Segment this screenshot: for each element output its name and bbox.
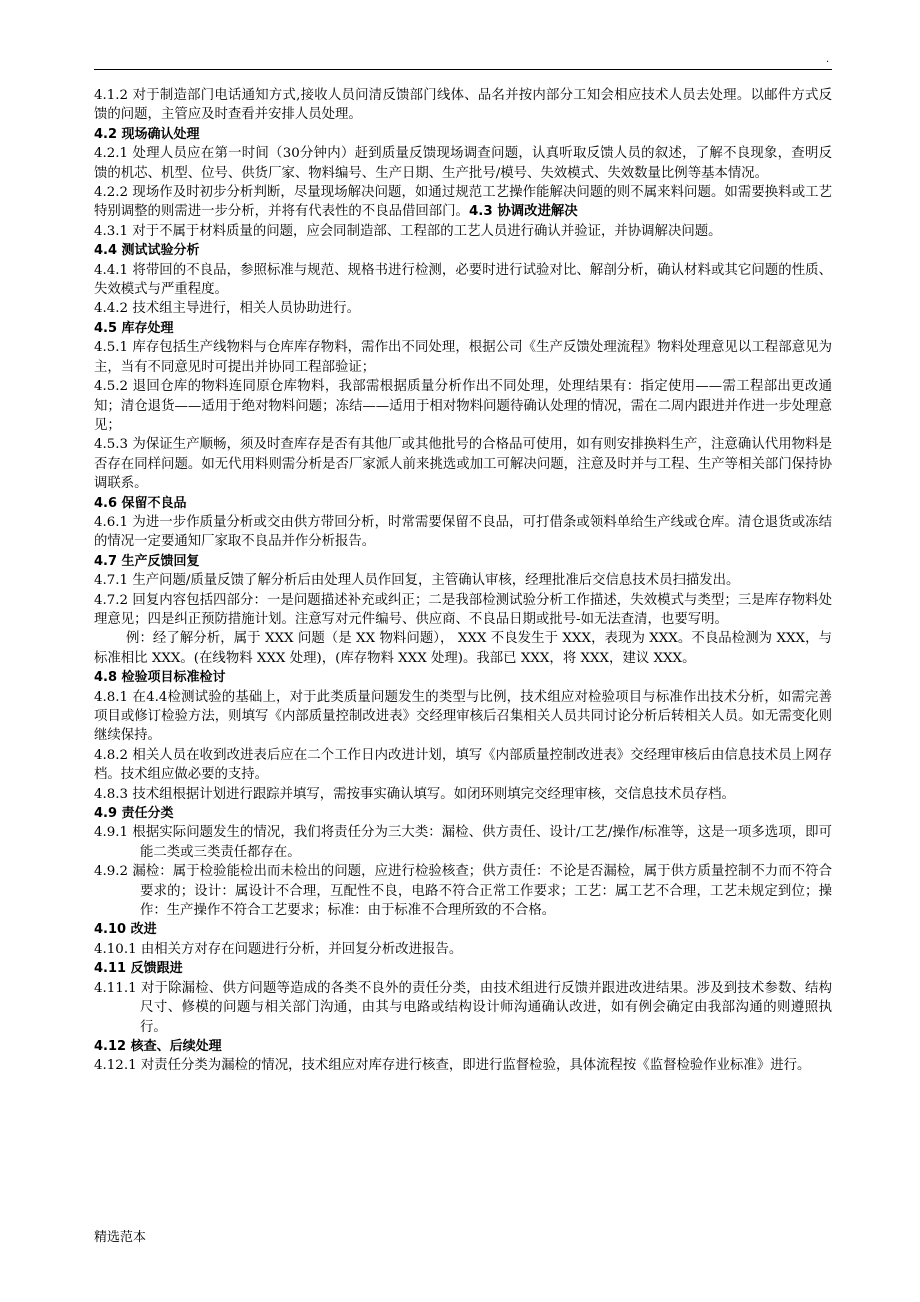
section-heading (94, 319, 832, 338)
paragraph-text: 4.6.1 为进一步作质量分析或交由供方带回分析，时常需要保留不良品，可打借条或领料单给生产线或仓库。清仓退货或冻结的情况一定要通知厂家取不良品并作分析报告。 (94, 514, 832, 550)
paragraph-text: 4.4.1 将带回的不良品，参照标准与规范、规格书进行检测，必要时进行试验对比、解剖分析，确认材料或其它问题的性质、失效模式与严重程度。 (94, 262, 832, 298)
section-heading (94, 920, 832, 939)
document-body (94, 86, 832, 1076)
paragraph-text: 4.10 改进 (94, 922, 157, 938)
paragraph (94, 299, 832, 318)
paragraph-text: 4.3.1 对于不属于材料质量的问题，应会同制造部、工程部的工艺人员进行确认并验证，并协调解决问题。 (94, 223, 722, 239)
section-heading (94, 959, 832, 978)
paragraph (94, 785, 832, 804)
paragraph-text: 例：经了解分析，属于 XXX 问题（是 XX 物料问题）， XXX 不良发生于 XXX，表现为 XXX。不良品检测为 XXX，与标准相比 XXX。(在线物料 XXX 处理)，(库存物料 XXX 处理)。我部已 XXX，将 XXX，建议 XXX。 (94, 631, 832, 666)
section-heading (94, 125, 832, 144)
paragraph (94, 222, 832, 241)
paragraph (94, 261, 832, 300)
header-rule (94, 69, 832, 70)
paragraph (94, 435, 832, 493)
paragraph-text: 4.6 保留不良品 (94, 495, 187, 511)
paragraph (94, 513, 832, 552)
header-mark: . (826, 54, 830, 65)
example-paragraph (94, 629, 832, 668)
paragraph-text: 4.9 责任分类 (94, 806, 174, 822)
section-heading (94, 241, 832, 260)
paragraph (94, 823, 832, 862)
paragraph-text: 4.4 测试试验分析 (94, 243, 200, 259)
paragraph (94, 338, 832, 377)
section-heading-inline: 4.3 协调改进解决 (468, 204, 578, 220)
paragraph-text: 4.8 检验项目标准检讨 (94, 670, 226, 686)
paragraph-text: 4.1.2 对于制造部门电话通知方式,接收人员问清反馈部门线体、品名并按内部分工知会相应技术人员去处理。以邮件方式反馈的问题，主管应及时查看并安排人员处理。 (94, 88, 832, 123)
paragraph (94, 183, 832, 222)
paragraph-text: 4.2 现场确认处理 (94, 126, 200, 142)
paragraph-text: 4.7.1 生产问题/质量反馈了解分析后由处理人员作回复，主管确认审核，经理批准后交信息技术员扫描发出。 (94, 573, 740, 589)
paragraph-text: 4.11 反馈跟进 (94, 961, 183, 977)
paragraph-text: 4.8.2 相关人员在收到改进表后应在二个工作日内改进计划，填写《内部质量控制改进表》交经理审核后由信息技术员上网存档。技术组应做必要的支持。 (94, 747, 832, 783)
section-heading (94, 494, 832, 513)
paragraph (94, 979, 832, 1037)
paragraph-text: 4.4.2 技术组主导进行，相关人员协助进行。 (94, 301, 360, 317)
paragraph-text: 4.12 核查、后续处理 (94, 1038, 222, 1054)
paragraph-text: 4.5 库存处理 (94, 320, 174, 336)
paragraph (94, 862, 832, 920)
paragraph (94, 144, 832, 183)
paragraph-text: 4.12.1 对责任分类为漏检的情况，技术组应对库存进行核查，即进行监督检验，具体流程按《监督检验作业标准》进行。 (94, 1058, 811, 1074)
paragraph (94, 940, 832, 959)
paragraph-text: 4.11.1 对于除漏检、供方问题等造成的各类不良外的责任分类，由技术组进行反馈并跟进改进结果。涉及到技术参数、结构尺寸、修模的问题与相关部门沟通，由其与电路或结构设计师沟通确认改进，如有例会确定由我部沟通的则遵照执行。 (94, 980, 832, 1035)
paragraph (94, 86, 832, 125)
paragraph-text: 4.2.1 处理人员应在第一时间（30分钟内）赶到质量反馈现场调查问题，认真听取反馈人员的叙述，了解不良现象，查明反馈的机芯、机型、位号、供货厂家、物料编号、生产日期、生产批号/模号、失效模式、失效数量比例等基本情况。 (94, 146, 832, 181)
paragraph-text: 4.10.1 由相关方对存在问题进行分析，并回复分析改进报告。 (94, 941, 463, 957)
paragraph (94, 377, 832, 435)
section-heading (94, 1037, 832, 1056)
section-heading (94, 552, 832, 571)
paragraph-text: 4.9.1 根据实际问题发生的情况，我们将责任分为三大类：漏检、供方责任、设计/工艺/操作/标准等，这是一项多选项，即可能二类或三类责任都存在。 (94, 825, 832, 860)
paragraph-text: 4.7.2 回复内容包括四部分：一是问题描述补充或纠正；二是我部检测试验分析工作描述，失效模式与类型；三是库存物料处理意见；四是纠正预防措施计划。注意写对元件编号、供应商、不良品日期或批号-如无法查清，也要写明。 (94, 592, 832, 627)
paragraph (94, 746, 832, 785)
paragraph-text: 4.5.2 退回仓库的物料连同原仓库物料，我部需根据质量分析作出不同处理，处理结果有：指定使用——需工程部出更改通知；清仓退货——适用于绝对物料问题；冻结——适用于相对物料问题待确认处理的情况，需在二周内跟进并作进一步处理意见； (94, 379, 832, 433)
paragraph-text: 4.8.1 在4.4检测试验的基础上，对于此类质量问题发生的类型与比例，技术组应对检验项目与标准作出技术分析，如需完善项目或修订检验方法，则填写《内部质量控制改进表》交经理审核后召集相关人员共同讨论分析后转相关人员。如无需变化则继续保持。 (94, 689, 832, 744)
paragraph-text: 4.5.3 为保证生产顺畅，须及时查库存是否有其他厂或其他批号的合格品可使用，如有则安排换料生产，注意确认代用物料是否存在同样问题。如无代用料则需分析是否厂家派人前来挑选或加工可解决问题，注意及时并与工程、生产等相关部门保持协调联系。 (94, 437, 832, 492)
paragraph-text: 4.8.3 技术组根据计划进行跟踪并填写，需按事实确认填写。如闭环则填完交经理审核，交信息技术员存档。 (94, 786, 735, 802)
paragraph (94, 688, 832, 746)
section-heading (94, 668, 832, 687)
paragraph (94, 591, 832, 630)
section-heading (94, 804, 832, 823)
paragraph-text: 4.2.2 现场作及时初步分析判断，尽量现场解决问题，如通过规范工艺操作能解决问题的则不属来料问题。如需要换料或工艺特别调整的则需进一步分析，并将有代表性的不良品借回部门。 (94, 185, 832, 220)
paragraph-text: 4.7 生产反馈回复 (94, 553, 200, 569)
page-footer: 精选范本 (94, 1230, 147, 1245)
paragraph (94, 1056, 832, 1075)
paragraph (94, 571, 832, 590)
paragraph-text: 4.5.1 库存包括生产线物料与仓库库存物料，需作出不同处理，根据公司《生产反馈处理流程》物料处理意见以工程部意见为主，当有不同意见时可提出并协同工程部验证； (94, 340, 832, 375)
paragraph-text: 4.9.2 漏检：属于检验能检出而未检出的问题，应进行检验核查；供方责任：不论是否漏检，属于供方质量控制不力而不符合要求的；设计：属设计不合理，互配性不良，电路不符合正常工作要求；工艺：属工艺不合理，工艺未规定到位；操作：生产操作不符合工艺要求；标准：由于标准不合理所致的不合格。 (94, 864, 832, 919)
